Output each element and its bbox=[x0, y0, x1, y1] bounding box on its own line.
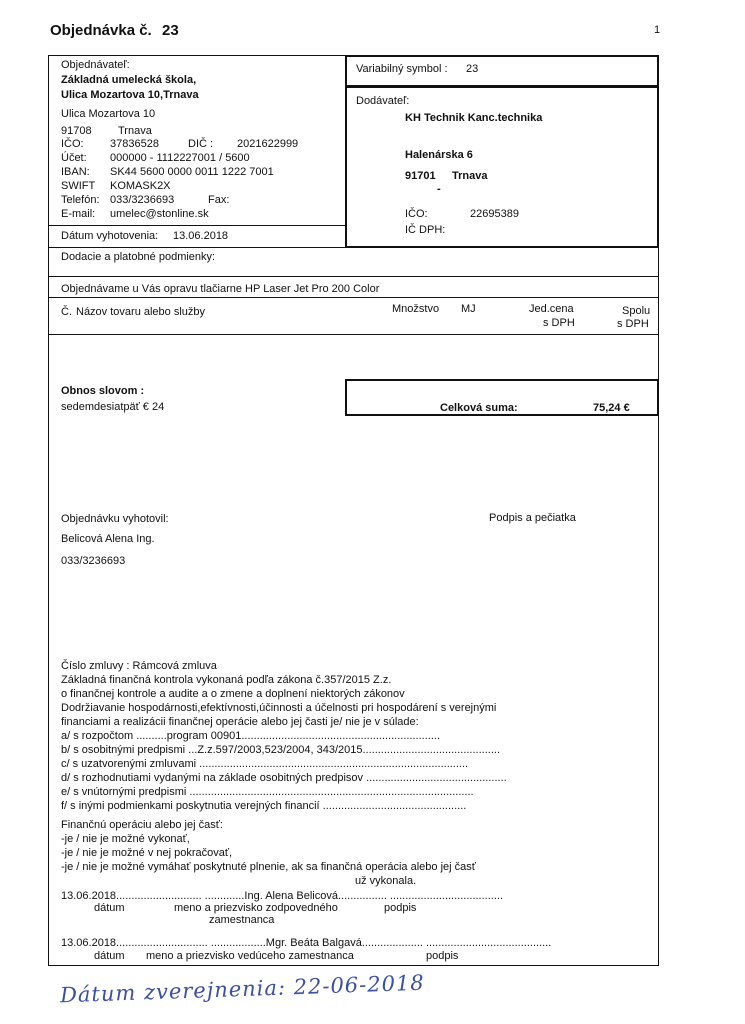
body-left-border bbox=[48, 334, 49, 966]
issued-phone: 033/3236693 bbox=[61, 555, 126, 567]
signature-row-2: 13.06.2018.............................. ..................Mgr. Beáta Balgavá.................... ......................................... bbox=[61, 937, 552, 949]
control-item-c: c/ s uzatvorenými zmluvami ........................................................................................ bbox=[61, 758, 469, 770]
orderer-email: umelec@stonline.sk bbox=[110, 208, 209, 220]
supplier-ico-label: IČO: bbox=[405, 208, 428, 220]
col-total-2: s DPH bbox=[617, 318, 649, 330]
orderer-city: Trnava bbox=[118, 125, 152, 137]
control-line: financiami a realizácii finančnej operácie alebo jej časti je/ nie je v súlade: bbox=[61, 716, 419, 728]
col-number: Č. bbox=[61, 306, 72, 318]
orderer-dic-label: DIČ : bbox=[188, 138, 214, 150]
operation-line: už vykonala. bbox=[355, 875, 417, 887]
col-total-1: Spolu bbox=[622, 305, 651, 317]
supplier-box bbox=[345, 86, 659, 248]
orderer-label: Objednávateľ: bbox=[61, 59, 130, 71]
supplier-label: Dodávateľ: bbox=[356, 95, 410, 107]
orderer-email-label: E-mail: bbox=[61, 208, 96, 220]
issued-label: Objednávku vyhotovil: bbox=[61, 513, 169, 525]
signature-row-1-date-label: dátum bbox=[94, 902, 125, 914]
control-line: Základná finančná kontrola vykonaná podľa zákona č.357/2015 Z.z. bbox=[61, 674, 392, 686]
control-item-d: d/ s rozhodnutiami vydanými na základe osobitných predpisov .............................................. bbox=[61, 772, 507, 784]
supplier-icdph-label: IČ DPH: bbox=[405, 224, 446, 236]
orderer-divider bbox=[48, 225, 346, 226]
control-item-b: b/ s osobitnými predpismi ...Z.z.597/2003,523/2004, 343/2015............................................. bbox=[61, 744, 500, 756]
col-unit-price-2: s DPH bbox=[543, 317, 575, 329]
issue-date: 13.06.2018 bbox=[173, 230, 229, 242]
col-name: Názov tovaru alebo služby bbox=[76, 306, 206, 318]
orderer-phone: 033/3236693 bbox=[110, 194, 175, 206]
control-line: Dodržiavanie hospodárnosti,efektívnosti,účinnosti a účelnosti pri hospodárení s verejnými bbox=[61, 702, 497, 714]
issued-name: Belicová Alena Ing. bbox=[61, 533, 155, 545]
orderer-ico-label: IČO: bbox=[61, 138, 84, 150]
supplier-ico: 22695389 bbox=[470, 208, 519, 220]
handwritten-publication-date: Dátum zverejnenia: 22-06-2018 bbox=[59, 970, 426, 1008]
control-item-e: e/ s vnútornými predpismi ............................................................................................. bbox=[61, 786, 474, 798]
signature-row-1: 13.06.2018............................ .............Ing. Alena Belicová................ ..................................... bbox=[61, 890, 504, 902]
body-right-border bbox=[658, 334, 659, 966]
amount-words-label: Obnos slovom : bbox=[61, 385, 145, 397]
orderer-iban-label: IBAN: bbox=[61, 166, 90, 178]
total-value: 75,24 € bbox=[593, 402, 630, 414]
signature-row-2-name-label: meno a priezvisko vedúceho zamestnanca bbox=[146, 950, 354, 962]
orderer-swift-label: SWIFT bbox=[61, 180, 96, 192]
order-title: Objednávka č. bbox=[50, 22, 152, 39]
signature-row-1-sign-label: podpis bbox=[384, 902, 417, 914]
orderer-iban: SK44 5600 0000 0011 1222 7001 bbox=[110, 166, 274, 178]
total-label: Celková suma: bbox=[440, 402, 518, 414]
signature-row-2-date-label: dátum bbox=[94, 950, 125, 962]
order-number: 23 bbox=[162, 22, 179, 39]
operation-line: -je / nie je možné vymáhať poskytnuté plnenie, ak sa finančná operácia alebo jej časť bbox=[61, 861, 476, 873]
col-unit-price-1: Jed.cena bbox=[529, 303, 574, 315]
orderer-dic: 2021622999 bbox=[237, 138, 299, 150]
operation-line: -je / nie je možné vykonať, bbox=[61, 833, 190, 845]
supplier-dash: - bbox=[437, 183, 441, 195]
col-quantity: Množstvo bbox=[392, 303, 440, 315]
supplier-street: Halenárska 6 bbox=[405, 149, 473, 161]
signature-row-2-sign-label: podpis bbox=[426, 950, 459, 962]
orderer-ico: 37836528 bbox=[110, 138, 159, 150]
orderer-swift: KOMASK2X bbox=[110, 180, 171, 192]
control-line: o finančnej kontrole a audite a o zmene a doplnení niektorých zákonov bbox=[61, 688, 405, 700]
control-item-a: a/ s rozpočtom ..........program 00901................................................................. bbox=[61, 730, 441, 742]
signature-row-1-name-label-2: zamestnanca bbox=[209, 914, 275, 926]
operation-line: -je / nie je možné v nej pokračovať, bbox=[61, 847, 233, 859]
body-bottom-border bbox=[48, 965, 659, 966]
terms-label: Dodacie a platobné podmienky: bbox=[61, 251, 216, 263]
variable-symbol-value: 23 bbox=[466, 63, 479, 75]
orderer-name: Základná umelecká škola, bbox=[61, 74, 197, 86]
orderer-address-bold: Ulica Mozartova 10,Trnava bbox=[61, 89, 199, 101]
variable-symbol-label: Variabilný symbol : bbox=[356, 63, 448, 75]
supplier-name: KH Technik Kanc.technika bbox=[405, 112, 543, 124]
orderer-account: 000000 - 1112227001 / 5600 bbox=[110, 152, 250, 164]
contract-number: Číslo zmluvy : Rámcová zmluva bbox=[61, 660, 217, 672]
orderer-phone-label: Telefón: bbox=[61, 194, 100, 206]
orderer-street: Ulica Mozartova 10 bbox=[61, 108, 156, 120]
control-item-f: f/ s inými podmienkami poskytnutia verejných financií ............................................... bbox=[61, 800, 467, 812]
supplier-city: Trnava bbox=[452, 170, 488, 182]
amount-words-value: sedemdesiatpäť € 24 bbox=[61, 401, 165, 413]
order-text: Objednávame u Vás opravu tlačiarne HP Laser Jet Pro 200 Color bbox=[61, 283, 380, 295]
orderer-fax-label: Fax: bbox=[208, 194, 230, 206]
supplier-zip: 91701 bbox=[405, 170, 436, 182]
issue-date-label: Dátum vyhotovenia: bbox=[61, 230, 159, 242]
orderer-account-label: Účet: bbox=[61, 152, 87, 164]
signature-stamp-label: Podpis a pečiatka bbox=[489, 512, 576, 524]
operation-heading: Finančnú operáciu alebo jej časť: bbox=[61, 819, 223, 831]
signature-row-1-name-label: meno a priezvisko zodpovedného bbox=[174, 902, 338, 914]
page-number: 1 bbox=[654, 24, 661, 36]
orderer-zip: 91708 bbox=[61, 125, 92, 137]
col-unit: MJ bbox=[461, 303, 476, 315]
